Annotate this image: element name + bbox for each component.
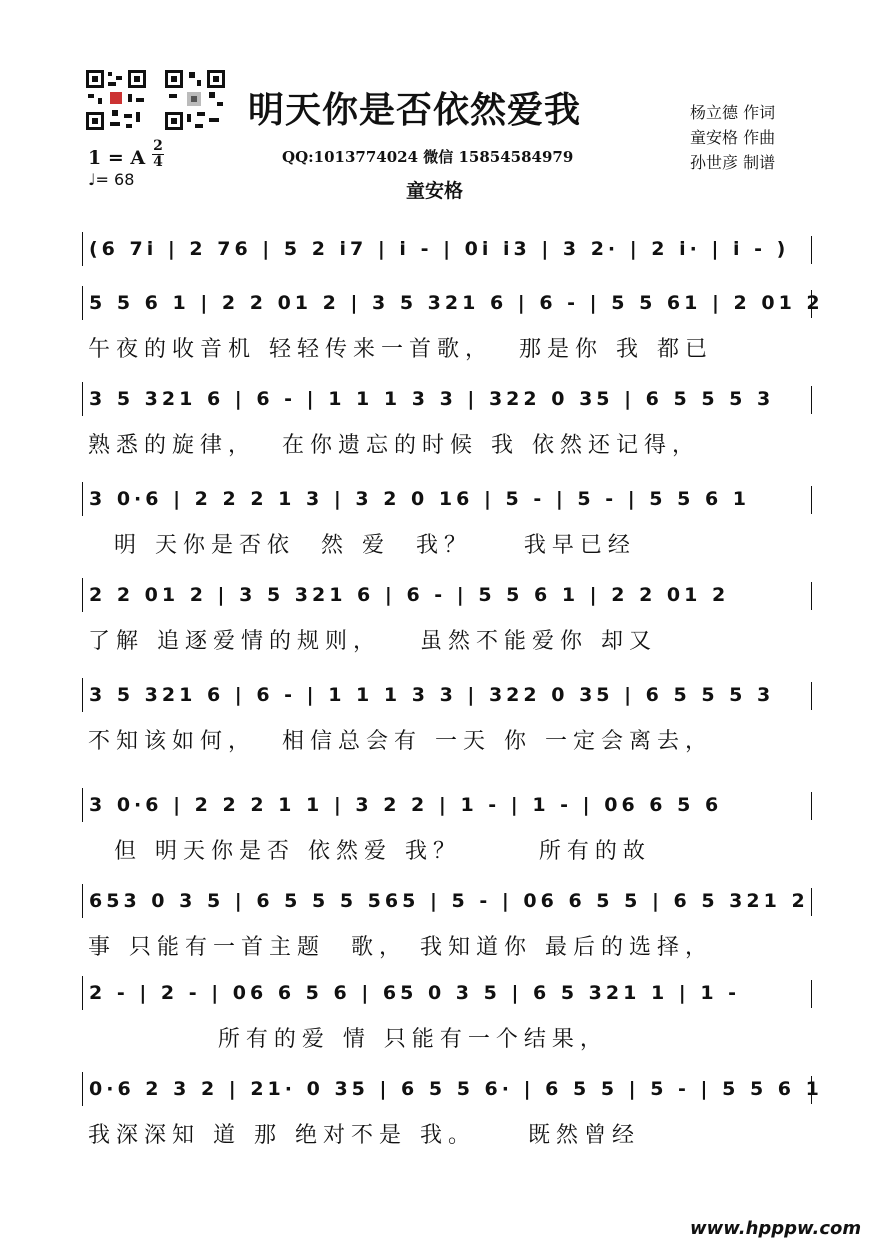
lyrics-line: 不知该如何， 相信总会有 一天 你 一定会离去，: [88, 729, 713, 754]
notation-line: 653 0 3 5 | 6 5 5 5 565 | 5 - | 06 6 5 5 | 6 5 321 2: [82, 884, 812, 918]
lyrics-line: 了解 追逐爱情的规则， 虽然不能爱你 却又: [88, 629, 657, 654]
qr-code-qq: [84, 68, 148, 132]
notation-line: 3 5 321 6 | 6 - | 1 1 1 3 3 | 322 0 35 | 6 5 5 5 3: [82, 382, 812, 416]
contact-info: QQ:1013774024 微信 15854584979: [282, 148, 574, 166]
end-barline: [811, 888, 812, 916]
qr-code-wechat: [163, 68, 227, 132]
lyrics-line: 午夜的收音机 轻轻传来一首歌， 那是你 我 都已: [88, 337, 713, 362]
score-system-3: [82, 382, 812, 459]
end-barline: [811, 1076, 812, 1104]
end-barline: [811, 582, 812, 610]
lyrics-line: 所有的爱 情 只能有一个结果，: [88, 1027, 608, 1052]
score-system-6: [82, 678, 812, 755]
notation-line: 5 5 6 1 | 2 2 01 2 | 3 5 321 6 | 6 - | 5 5 61 | 2 01 2: [82, 286, 812, 320]
notation-line: 3 5 321 6 | 6 - | 1 1 1 3 3 | 322 0 35 | 6 5 5 5 3: [82, 678, 812, 712]
lyrics-line: 熟悉的旋律， 在你遗忘的时候 我 依然还记得，: [88, 433, 700, 458]
end-barline: [811, 236, 812, 264]
notation-line: 0·6 2 3 2 | 21· 0 35 | 6 5 5 6· | 6 5 5 | 5 - | 5 5 6 1: [82, 1072, 812, 1106]
notation-line: 2 2 01 2 | 3 5 321 6 | 6 - | 5 5 6 1 | 2 2 01 2: [82, 578, 812, 612]
end-barline: [811, 792, 812, 820]
score-system-1: [82, 232, 812, 266]
end-barline: [811, 386, 812, 414]
end-barline: [811, 290, 812, 318]
score-system-7: [82, 788, 812, 865]
notation-line: (6 7i | 2 76 | 5 2 i7 | i - | 0i i3 | 3 2· | 2 i· | i - ): [82, 232, 812, 266]
composer-credit: 童安格 作曲: [690, 128, 776, 147]
credits: [690, 100, 775, 175]
singer-name: 童安格: [406, 180, 464, 202]
time-signature: [152, 140, 164, 169]
notation-line: 3 0·6 | 2 2 2 1 3 | 3 2 0 16 | 5 - | 5 - | 5 5 6 1: [82, 482, 812, 516]
notation-line: 3 0·6 | 2 2 2 1 1 | 3 2 2 | 1 - | 1 - | 06 6 5 6: [82, 788, 812, 822]
score-system-8: [82, 884, 812, 961]
lyrics-line: 但 明天你是否 依然爱 我？ 所有的故: [88, 839, 651, 864]
time-signature-bottom: 4: [153, 154, 163, 170]
transcriber-credit: 孙世彦 制谱: [690, 153, 776, 172]
lyrics-line: 明 天你是否依 然 爱 我？ 我早已经: [88, 533, 636, 558]
lyricist-credit: 杨立德 作词: [690, 103, 776, 122]
notation-line: 2 - | 2 - | 06 6 5 6 | 65 0 3 5 | 6 5 321 1 | 1 -: [82, 976, 812, 1010]
score-system-2: [82, 286, 824, 363]
lyrics-line: 我深深知 道 那 绝对不是 我。 既然曾经: [88, 1123, 640, 1148]
end-barline: [811, 486, 812, 514]
time-signature-top: 2: [153, 138, 163, 154]
score-system-4: [82, 482, 812, 559]
score-system-5: [82, 578, 812, 655]
score-system-10: [82, 1072, 823, 1149]
lyrics-line: 事 只能有一首主题 歌， 我知道你 最后的选择，: [88, 935, 713, 960]
website-watermark: www.hpppw.com: [690, 1218, 862, 1239]
end-barline: [811, 980, 812, 1008]
key-signature: 1 = A: [88, 147, 146, 169]
tempo-marking: ♩= 68: [88, 170, 135, 189]
score-system-9: [82, 976, 812, 1053]
song-title: 明天你是否依然爱我: [248, 89, 582, 131]
end-barline: [811, 682, 812, 710]
